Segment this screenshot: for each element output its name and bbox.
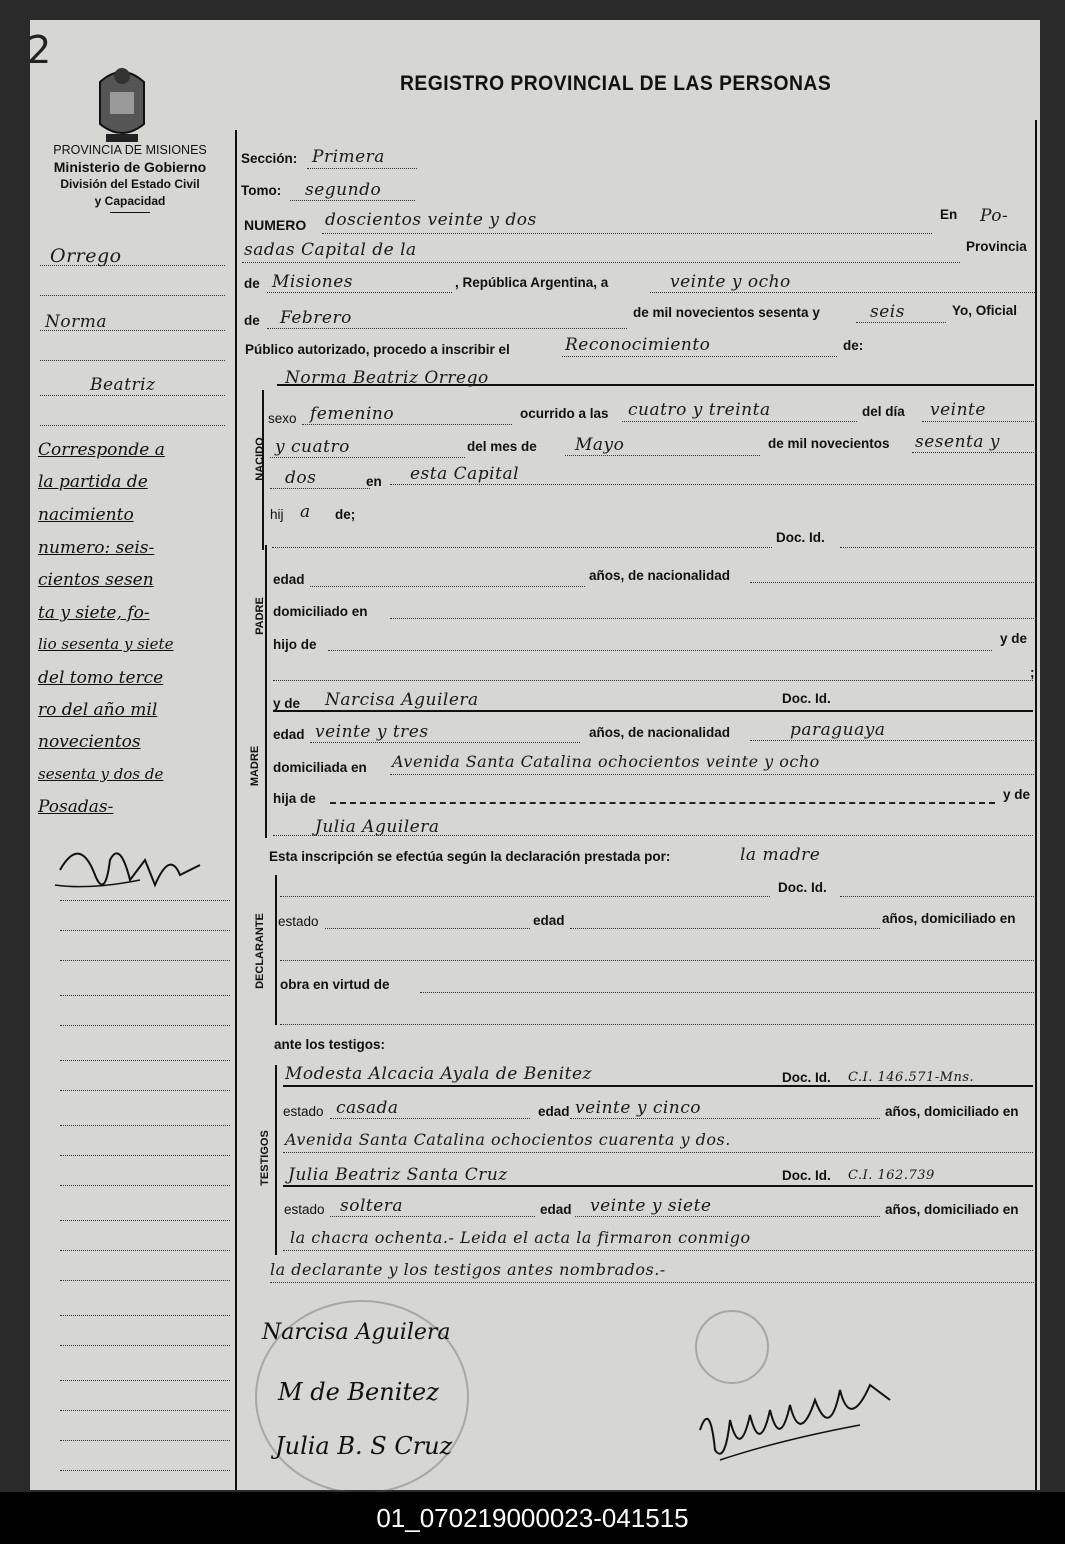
- madre-label: MADRE: [249, 745, 261, 787]
- testigo2-doc: C.I. 162.739: [848, 1168, 935, 1183]
- signature-testigo2: Julia B. S Cruz: [275, 1432, 453, 1460]
- fecha-mes-value: Febrero: [280, 308, 352, 328]
- footer-id: 01_070219000023-041515: [0, 1492, 1065, 1544]
- declarante-value: la madre: [740, 845, 821, 865]
- madre-domicilio: Avenida Santa Catalina ochocientos veinte y ocho: [392, 752, 820, 771]
- signature-narcisa: Narcisa Aguilera: [262, 1320, 451, 1345]
- numero-label: NUMERO: [244, 217, 307, 233]
- signature-testigo1: M de Benitez: [278, 1378, 439, 1406]
- cierre-texto: la declarante y los testigos antes nombrados.-: [270, 1260, 666, 1279]
- en-label: En: [940, 207, 958, 222]
- testigo1-domicilio: Avenida Santa Catalina ochocientos cuarenta y dos.: [285, 1130, 731, 1149]
- madre-edad: veinte y tres: [315, 722, 429, 742]
- mes-nac-value: Mayo: [575, 435, 625, 455]
- testigo2-nombre: Julia Beatriz Santa Cruz: [288, 1165, 508, 1185]
- seccion-value: Primera: [312, 147, 385, 167]
- dia-nac-value: veinte: [930, 400, 986, 420]
- testigo1-nombre: Modesta Alcacia Ayala de Benitez: [285, 1064, 592, 1084]
- margin-name-1: Norma: [45, 312, 107, 332]
- province-seal-icon: [92, 62, 152, 152]
- lugar-value: esta Capital: [410, 464, 520, 484]
- anio-nac-value: sesenta y: [915, 432, 1000, 452]
- abuela-nombre: Julia Aguilera: [315, 817, 440, 837]
- nombre-inscripto: Norma Beatriz Orrego: [285, 368, 489, 388]
- official-signature-icon: [690, 1370, 910, 1480]
- ministry-header: PROVINCIA DE MISIONES Ministerio de Gobierno División del Estado Civil y Capacidad: [30, 142, 230, 213]
- fecha-dia-value: veinte y ocho: [670, 272, 791, 292]
- column-divider: [235, 130, 237, 1490]
- page-title: REGISTRO PROVINCIAL DE LAS PERSONAS: [400, 72, 832, 95]
- testigo2-edad: veinte y siete: [590, 1196, 712, 1216]
- ciudad-value: sadas Capital de la: [244, 240, 417, 260]
- margin-name-2: Beatriz: [90, 375, 156, 395]
- acto-value: Reconocimiento: [565, 335, 711, 355]
- page-number: 2: [27, 28, 52, 72]
- nacido-label: NACIDO: [254, 437, 266, 481]
- numero-value: doscientos veinte y dos: [325, 210, 537, 230]
- margin-surname: Orrego: [50, 245, 122, 267]
- testigos-label: TESTIGOS: [259, 1130, 271, 1186]
- testigo1-edad: veinte y cinco: [575, 1098, 702, 1118]
- declarante-label: DECLARANTE: [254, 913, 266, 989]
- testigo2-domicilio: la chacra ochenta.- Leida el acta la firmaron conmigo: [290, 1228, 751, 1247]
- madre-nacionalidad: paraguaya: [790, 720, 886, 740]
- margin-signature-icon: [50, 830, 230, 910]
- fecha-anio-value: seis: [870, 302, 905, 322]
- padre-label: PADRE: [254, 597, 266, 635]
- madre-nombre: Narcisa Aguilera: [325, 690, 479, 710]
- tomo-label: Tomo:: [241, 183, 282, 198]
- tomo-value: segundo: [305, 180, 382, 200]
- register-page: 2 PROVINCIA DE MISIONES Ministerio de Gobierno División del Estado Civil y Capacidad REGISTRO PROVINCIAL DE LAS PERSONAS Orrego Norma Beatriz Corresponde a la partida de nacimiento numero: seis- cientos sesen ta y siete, fo- lio sesenta y siete del tomo terce ro del año mil novecientos sesenta y dos de Posadas- Sección: Primera Tomo: segundo NUMERO doscientos veinte y dos En Po- sadas Capital de la Provincia de Misiones , República Argentina, a veinte y ocho de Febrero de mil novecientos sesenta y seis Yo, Oficial Público autorizado, procedo a inscribir el Reconocimiento de: NACIDO Norma Beatriz Orrego sexo femenino ocurrido a las cuatro y treinta del día veinte y cuatro del mes de Mayo de mil novecientos sesenta y dos en esta Capital hij a de; Doc. Id. PADRE edad años, de nacionalidad domiciliado en hijo de y de ; MADRE y de Narcisa Aguilera Doc. Id. edad veinte y tres años, de nacionalidad paraguaya domiciliada en Avenida Santa Catalina ochocientos veinte y ocho hija de y de Julia Aguilera Esta inscripción se efectúa según la declaración prestada por: la madre DECLARANTE Doc. Id. estado edad años, domiciliado en obra en virtud de ante los testigos: TESTIGOS Modesta Alcacia Ayala de Benitez Doc. Id. C.I. 146.571-Mns. estado casada edad veinte y cinco años, domiciliado en Avenida Santa Catalina ochocientos cuarenta y dos. Julia Beatriz Santa Cruz Doc. Id. C.I. 162.739 estado soltera edad veinte y siete años, domiciliado en la chacra ochenta.- Leida el acta la firmaron conmigo la declarante y los testigos antes nombrados.- Narcisa Aguilera M de Benitez Julia B. S Cruz: [30, 20, 1040, 1490]
- testigo1-doc: C.I. 146.571-Mns.: [848, 1070, 975, 1085]
- seccion-label: Sección:: [241, 151, 298, 166]
- testigo2-estado: soltera: [340, 1196, 404, 1216]
- testigo1-estado: casada: [336, 1098, 399, 1118]
- sexo-value: femenino: [310, 404, 395, 424]
- provincia-value: Misiones: [272, 272, 353, 292]
- hora-value: cuatro y treinta: [628, 400, 771, 420]
